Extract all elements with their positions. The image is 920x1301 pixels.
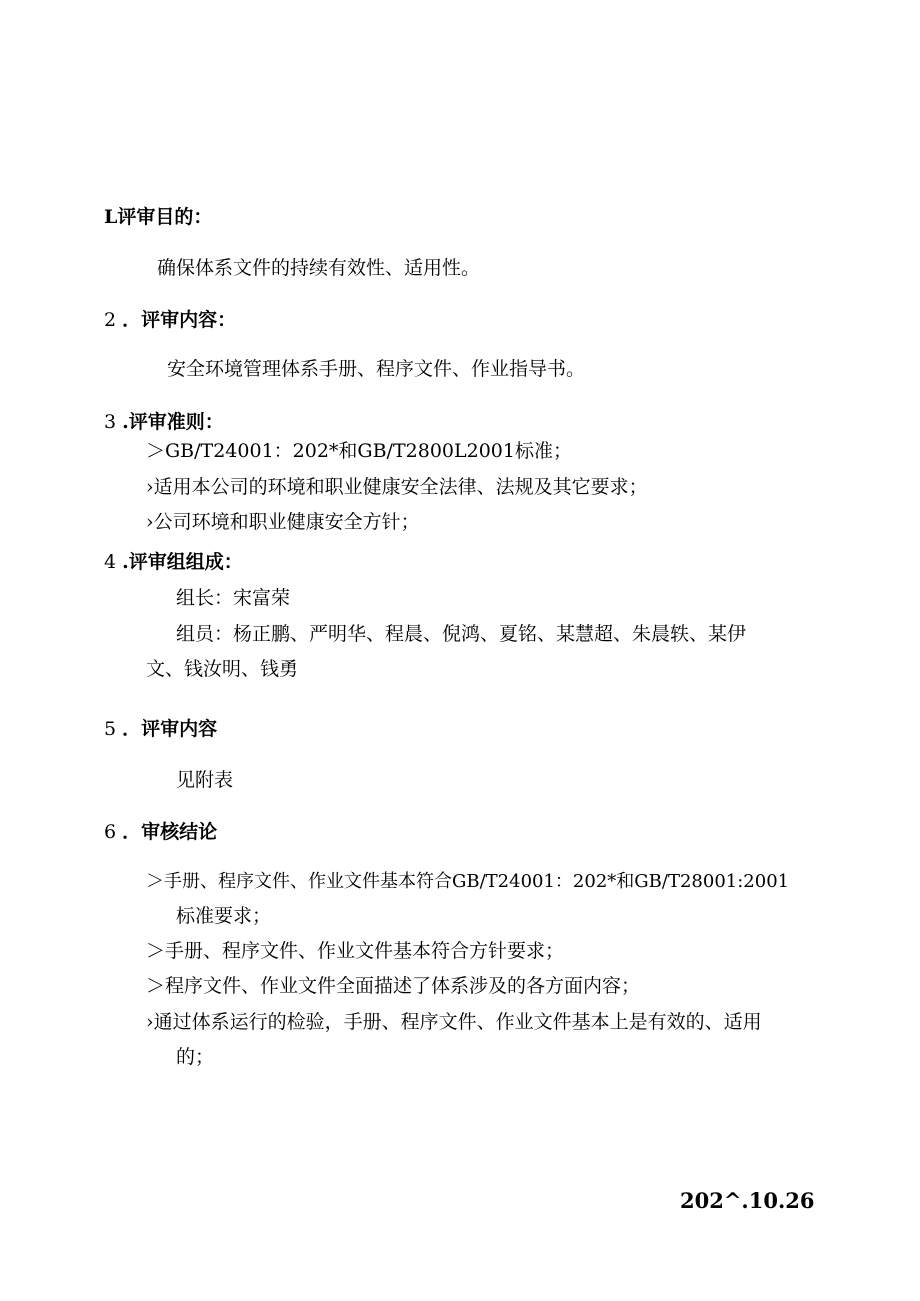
section-number: L [104, 206, 118, 228]
section-heading-purpose [104, 205, 212, 229]
conclusion-item: ＞手册、程序文件、作业文件基本符合GB/T24001：202*和GB/T28001:2001 [146, 871, 790, 892]
section-heading-criteria [104, 410, 224, 434]
section-title: ．评审内容： [122, 309, 237, 331]
section-title: .评审准则： [122, 411, 224, 433]
section-number: 6 [104, 821, 117, 843]
section-number: 2 [104, 309, 117, 331]
section-title: .评审组组成： [122, 551, 243, 573]
section-number: 4 [104, 551, 117, 573]
section-number: 3 [104, 411, 117, 433]
conclusion-item-continued: 标准要求； [176, 905, 272, 927]
section-heading-review-content [104, 717, 217, 741]
section-title: ．审核结论 [122, 821, 218, 843]
criteria-item: ›公司环境和职业健康安全方针； [146, 511, 420, 533]
document-date: 202^.10.26 [680, 1188, 815, 1213]
section-heading-content [104, 308, 236, 332]
criteria-item: ›适用本公司的环境和职业健康安全法律、法规及其它要求； [146, 476, 648, 498]
team-members-continued: 文、钱汝明、钱勇 [146, 658, 299, 680]
section-heading-conclusion [104, 820, 217, 844]
team-leader: 组长：宋富荣 [176, 587, 291, 609]
conclusion-item: ›通过体系运行的检验，手册、程序文件、作业文件基本上是有效的、适用 [146, 1011, 762, 1033]
conclusion-item: ＞程序文件、作业文件全面描述了体系涉及的各方面内容； [146, 975, 641, 997]
purpose-text: 确保体系文件的持续有效性、适用性。 [157, 257, 481, 279]
team-members: 组员：杨正鹏、严明华、程晨、倪鸿、夏铭、某慧超、朱晨轶、某伊 [176, 623, 747, 645]
conclusion-item-continued: 的； [176, 1046, 215, 1068]
section-title: 评审目的： [117, 206, 213, 228]
section-heading-team [104, 550, 243, 574]
section-title: ．评审内容 [122, 718, 218, 740]
section-number: 5 [104, 718, 117, 740]
content-text: 安全环境管理体系手册、程序文件、作业指导书。 [167, 358, 586, 380]
review-content-text: 见附表 [176, 769, 234, 791]
conclusion-item: ＞手册、程序文件、作业文件基本符合方针要求； [146, 940, 565, 962]
criteria-item: ＞GB/T24001：202*和GB/T2800L2001标准； [146, 440, 572, 462]
